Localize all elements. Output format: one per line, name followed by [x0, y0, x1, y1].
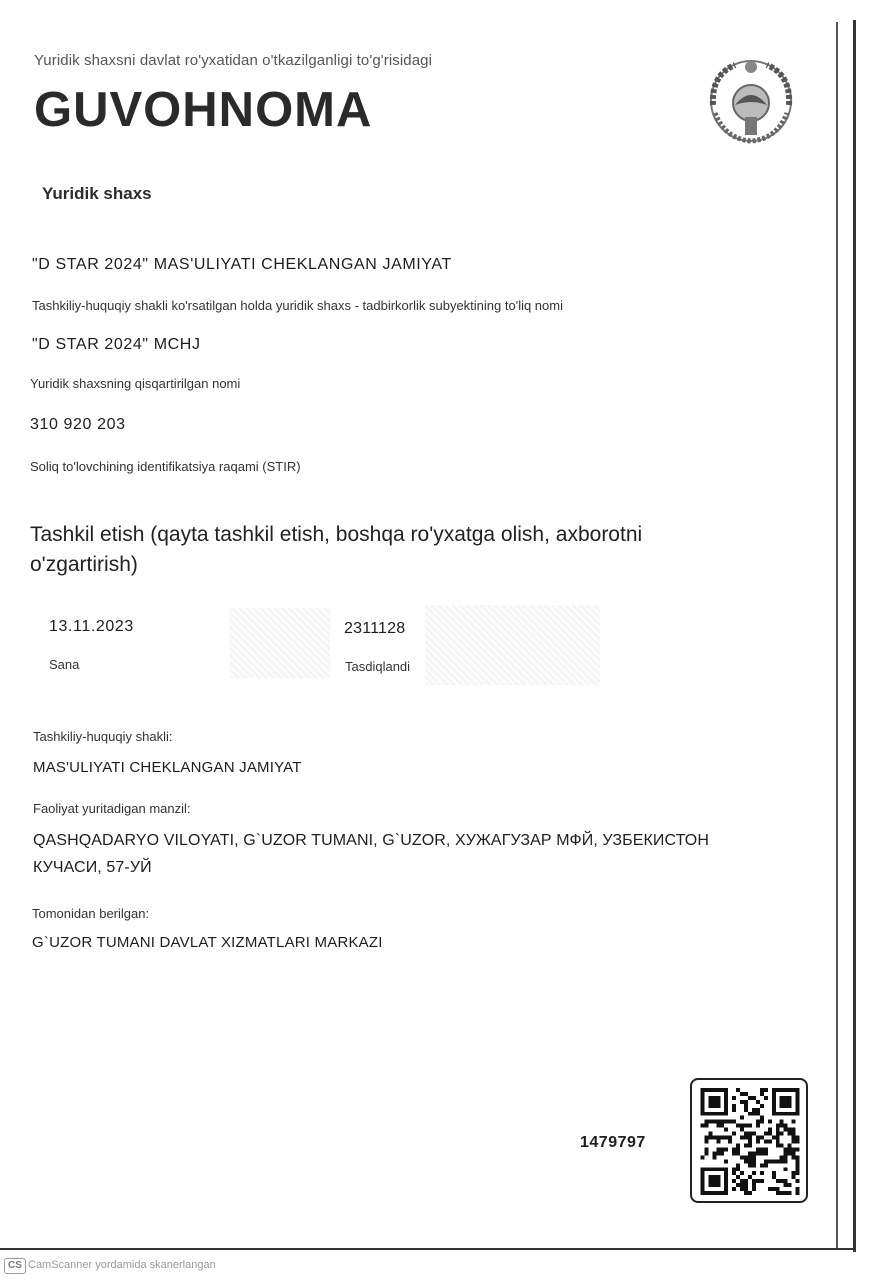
- short-name-value: "D STAR 2024" MCHJ: [32, 336, 201, 353]
- document-number: 1479797: [580, 1134, 646, 1151]
- address-line-1: QASHQADARYO VILOYATI, G`UZOR TUMANI, G`UZOR, ХУЖАГУЗАР МФЙ, УЗБЕКИСТОН: [33, 832, 709, 849]
- certificate-subtitle: Yuridik shaxsni davlat ro'yxatidan o'tkazilganligi to'g'risidagi: [34, 52, 433, 69]
- scanner-footer-text: CamScanner yordamida skanerlangan: [28, 1259, 216, 1271]
- qr-code-icon[interactable]: [690, 1078, 808, 1203]
- date-label: Sana: [49, 657, 80, 672]
- page-border-right: [836, 22, 838, 1250]
- stir-value: 310 920 203: [30, 416, 126, 433]
- address-label: Faoliyat yuritadigan manzil:: [33, 801, 191, 816]
- redacted-area: [230, 608, 330, 678]
- approved-label: Tasdiqlandi: [345, 659, 411, 674]
- approved-value: 2311128: [344, 620, 406, 637]
- full-name-label: Tashkiliy-huquqiy shakli ko'rsatilgan holda yuridik shaxs - tadbirkorlik subyektining to'liq nomi: [32, 298, 563, 313]
- issued-by-label: Tomonidan berilgan:: [32, 906, 150, 921]
- address-line-2: КУЧАСИ, 57-УЙ: [33, 859, 152, 876]
- certificate-title: GUVOHNOMA: [34, 83, 373, 137]
- state-emblem-icon: [705, 55, 797, 147]
- redacted-signature: [425, 605, 600, 685]
- action-text: Tashkil etish (qayta tashkil etish, boshqa ro'yxatga olish, axborotni o'zgartirish): [30, 523, 643, 576]
- date-value: 13.11.2023: [49, 618, 134, 635]
- legal-form-label: Tashkiliy-huquqiy shakli:: [33, 729, 173, 744]
- page-border-right-outer: [853, 20, 856, 1252]
- camscanner-logo: CS: [4, 1258, 26, 1274]
- stir-label: Soliq to'lovchining identifikatsiya raqami (STIR): [30, 459, 301, 474]
- legal-form-value: MAS'ULIYATI CHEKLANGAN JAMIYAT: [33, 759, 302, 776]
- full-name-value: "D STAR 2024" MAS'ULIYATI CHEKLANGAN JAMIYAT: [32, 256, 452, 273]
- entity-type-heading: Yuridik shaxs: [42, 184, 152, 203]
- short-name-label: Yuridik shaxsning qisqartirilgan nomi: [30, 376, 241, 391]
- issued-by-value: G`UZOR TUMANI DAVLAT XIZMATLARI MARKAZI: [32, 934, 383, 951]
- page-border-bottom: [0, 1248, 856, 1250]
